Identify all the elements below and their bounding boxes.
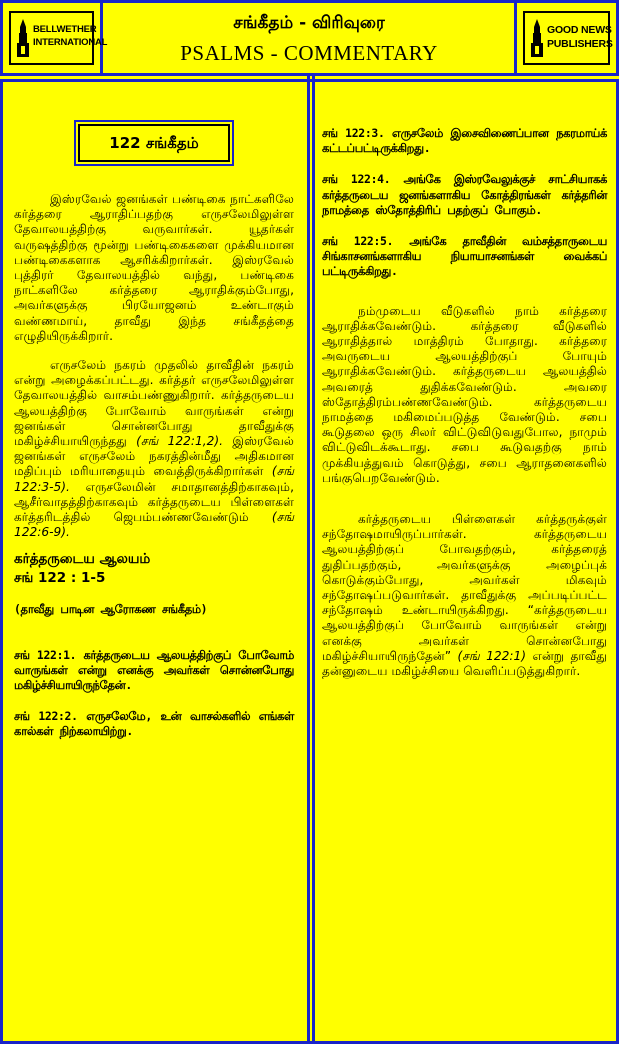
history-paragraph: எருசலேம் நகரம் முதலில் தாவீதின் நகரம் என்று அழைக்கப்பட்டது. கர்த்தர் எருசலேமிலுள்ள தேவாலயத்தில் வாசம்பண்ணுகிறார். கர்த்தருடைய ஆலயத்திற்கு போவோம் வாருங்கள் என்று ஜனங்கள் சொன்னபோது தாவீதுக்கு மகிழ்ச்சியாயிருந்தது (சங் 122:1,2). இஸ்ரவேல் ஜனங்கள் எருசலேம் நகரத்தின்மீது அதிகமான மதிப்பும் மரியாதையும் வைத்திருக்கிறார்கள் (சங் 122:3-5). எருசலேமின் சமாதானத்திற்காகவும், ஆசீர்வாதத்திற்காகவும் கர்த்தருடைய பிள்ளைகள் கர்த்தரிடத்தில் ஜெபம்பண்ணவேண்டும் (சங் 122:6-9).	[14, 358, 295, 540]
logo-right-line2: PUBLISHERS	[547, 38, 613, 50]
bell-tower-icon	[15, 19, 31, 59]
page-title	[106, 3, 512, 73]
logo-left-line2: INTERNATIONAL	[33, 37, 108, 48]
bell-tower-icon	[529, 19, 545, 59]
section-heading: கர்த்தருடைய ஆலயம்	[14, 551, 151, 568]
logo-right-line1: GOOD NEWS	[547, 24, 612, 36]
psalm-subtitle: (தாவீது பாடின ஆரோகண சங்கீதம்)	[14, 602, 208, 617]
title-tamil: சங்கீதம் - விரிவுரை	[233, 13, 385, 33]
scripture-ref: (சங் 122:6-9).	[14, 510, 294, 540]
left-column	[14, 84, 294, 740]
joy-paragraph: கர்த்தருடைய பிள்ளைகள் கர்த்தருக்குள் சந்தோஷமாயிருப்பார்கள். கர்த்தருடைய ஆலயத்திற்குப் போவதற்கும், கர்த்தரைத் துதிப்பதற்கும், அவர்களுக்கு அழைப்புக் கொடுக்கும்போது, அவர்கள் மிகவும் சந்தோஷப்படுவார்கள். தாவீதுக்கு அப்படிப்பட்ட சந்தோஷம் உண்டாயிருக்கிறது. “கர்த்தருடைய ஆலயத்திற்குப் போவோம் வாருங்கள் என்று எனக்கு அவர்கள் சொன்னபோது மகிழ்ச்சியாயிருந்தேன்” (சங் 122:1) என்று தாவீது தன்னுடைய மகிழ்ச்சியை வெளிப்படுத்துகிறார்.	[322, 512, 607, 679]
verse-122-1: சங் 122:1. கர்த்தருடைய ஆலயத்திற்குப் போவோம் வாருங்கள் என்று எனக்கு அவர்கள் சொன்னபோது மகிழ்ச்சியாயிருந்தேன்.	[14, 647, 294, 693]
page-header	[0, 0, 619, 78]
right-column	[322, 84, 607, 679]
verse-122-5: சங் 122:5. அங்கே தாவீதின் வம்சத்தாருடைய சிங்காசனங்களாகிய நியாயாசனங்கள் வைக்கப் பட்டிருக்கிறது.	[322, 234, 607, 279]
intro-paragraph: இஸ்ரவேல் ஜனங்கள் பண்டிகை நாட்களிலே கர்த்தரை ஆராதிப்பதற்கு எருசலேமிலுள்ள தேவாலயத்திற்கு வருவார்கள். யூதர்கள் வருஷத்திற்கு மூன்று பண்டிகைகளை முக்கியமான பண்டிகைகளாக ஆசரிக்கிறார்கள். இஸ்ரவேல் புத்திரர் தேவாலயத்தில் வந்து, பண்டிகை நாட்களிலே கர்த்தரை ஆராதிக்கும்போது, அவர்களுக்கு பிரயோஜனம் உண்டாகும் வண்ணமாய், தாவீது இந்த சங்கீதத்தை எழுதியிருக்கிறார்.	[14, 192, 294, 343]
good-news-logo	[514, 3, 616, 73]
column-divider	[307, 76, 310, 1044]
scripture-ref: (சங் 122:1)	[457, 648, 527, 663]
title-english: PSALMS - COMMENTARY	[180, 41, 438, 65]
verse-122-2: சங் 122:2. எருசலேமே, உன் வாசல்களில் எங்கள் கால்கள் நிற்கலாயிற்று.	[14, 709, 294, 739]
logo-left-line1: BELLWETHER	[33, 24, 97, 35]
worship-paragraph: நம்முடைய வீடுகளில் நாம் கர்த்தரை ஆராதிக்கவேண்டும். கர்த்தரை வீடுகளில் ஆராதித்தால் மாத்திரம் போதாது. கர்த்தரை அவருடைய ஆலயத்திற்குப் போயும் ஆராதிக்கவேண்டும். கர்த்தருடைய ஆலயத்தில் அவரைத் துதிக்கவேண்டும். அவரை ஸ்தோத்திரம்பண்ணவேண்டும். கர்த்தருடைய நாமத்தை மகிமைப்படுத்த வேண்டும். சபை கூடுதலை ஒரு சிலர் விட்டுவிடுவதுபோல, நாமும் விட்டுவிடக்கூடாது. சபை கூடுவதற்கு நாம் முக்கியத்துவம் கொடுத்து, சபை ஆராதனைகளில் பங்குபெறவேண்டும்.	[322, 303, 607, 485]
psalm-number-box: 122 சங்கீதம்	[78, 124, 230, 162]
scripture-ref: (சங் 122:1,2).	[136, 434, 224, 449]
section-reference: சங் 122 : 1-5	[14, 570, 106, 587]
verse-122-4: சங் 122:4. அங்கே இஸ்ரவேலுக்குச் சாட்சியாகக் கர்த்தருடைய ஜனங்களாகிய கோத்திரங்கள் கர்த்தரின் நாமத்தை ஸ்தோத்திரிப் பதற்குப் போகும்.	[322, 172, 607, 217]
scripture-ref: (சங் 122:3-5).	[14, 464, 294, 494]
verse-122-3: சங் 122:3. எருசலேம் இசைவிணைப்பான நகரமாய்க் கட்டப்பட்டிருக்கிறது.	[322, 126, 607, 156]
column-divider-2	[312, 76, 315, 1044]
bellwether-logo	[3, 3, 108, 73]
